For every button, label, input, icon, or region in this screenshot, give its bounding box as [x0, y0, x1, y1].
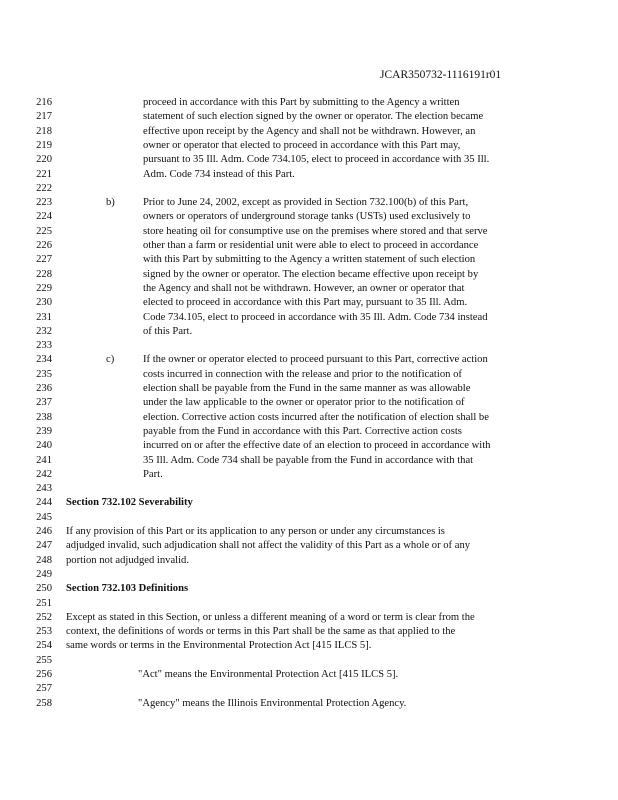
- line-number: 222: [36, 182, 52, 194]
- line-number: 219: [36, 139, 52, 151]
- document-line: [0, 654, 618, 668]
- line-number: 229: [36, 282, 52, 294]
- document-line: [0, 611, 618, 625]
- document-line: [0, 225, 618, 239]
- line-text: proceed in accordance with this Part by submitting to the Agency a written: [143, 97, 460, 108]
- line-number: 224: [36, 211, 52, 223]
- line-text: Code 734.105, elect to proceed in accordance with 35 Ill. Adm. Code 734 instead: [143, 311, 488, 323]
- line-text: 35 Ill. Adm. Code 734 shall be payable from the Fund in accordance with that: [143, 454, 474, 466]
- section-heading: Section 732.102 Severability: [66, 497, 193, 509]
- line-number: 244: [36, 497, 52, 509]
- line-number: 228: [36, 268, 52, 280]
- document-line: [0, 411, 618, 425]
- document-line: [0, 625, 618, 639]
- line-text: If any provision of this Part or its application to any person or under any circumstances is: [66, 526, 445, 537]
- document-line: [0, 482, 618, 496]
- line-text: context, the definitions of words or terms in this Part shall be the same as that applied to the: [66, 626, 456, 638]
- document-line: [0, 639, 618, 653]
- line-number: 241: [36, 454, 52, 466]
- document-line: [0, 439, 618, 453]
- document-line: [0, 325, 618, 339]
- line-number: 235: [36, 368, 52, 380]
- document-line: [0, 296, 618, 310]
- line-text: Prior to June 24, 2002, except as provided in Section 732.100(b) of this Part,: [143, 197, 469, 209]
- line-text: elected to proceed in accordance with this Part may, pursuant to 35 Ill. Adm.: [143, 297, 468, 309]
- document-line: [0, 239, 618, 253]
- line-number: 248: [36, 554, 52, 566]
- document-line: [0, 339, 618, 353]
- line-number: 239: [36, 425, 52, 437]
- document-line: [0, 554, 618, 568]
- line-number: 233: [36, 340, 52, 352]
- line-text: Part.: [143, 468, 163, 480]
- line-text: adjudged invalid, such adjudication shall not affect the validity of this Part as a whole or of any: [66, 540, 471, 552]
- line-number: 217: [36, 111, 52, 123]
- line-text: election shall be payable from the Fund in the same manner as was allowable: [143, 383, 471, 394]
- line-number: 230: [36, 297, 52, 309]
- line-text: store heating oil for consumptive use on the premises where stored and that serve: [143, 225, 488, 237]
- line-text: statement of such election signed by the owner or operator. The election became: [143, 111, 484, 123]
- line-number: 253: [36, 626, 52, 638]
- document-line: [0, 668, 618, 682]
- document-line: [0, 268, 618, 282]
- line-number: 242: [36, 468, 52, 480]
- line-number: 234: [36, 354, 52, 366]
- document-line: [0, 253, 618, 267]
- document-line: [0, 110, 618, 124]
- document-line: [0, 425, 618, 439]
- line-number: 220: [36, 154, 52, 166]
- line-number: 251: [36, 597, 52, 609]
- line-number: 218: [36, 125, 52, 137]
- document-line: [0, 682, 618, 696]
- line-text: signed by the owner or operator. The election became effective upon receipt by: [143, 268, 479, 280]
- line-number: 257: [36, 683, 52, 695]
- line-text: incurred on or after the effective date of an election to proceed in accordance with: [143, 440, 491, 452]
- line-text: Except as stated in this Section, or unless a different meaning of a word or term is clear from the: [66, 611, 475, 623]
- document-line: [0, 382, 618, 396]
- document-line: [0, 511, 618, 525]
- document-line: [0, 210, 618, 224]
- document-line: [0, 153, 618, 167]
- line-number: 240: [36, 440, 52, 452]
- line-text: same words or terms in the Environmental Protection Act [415 ILCS 5].: [66, 640, 372, 652]
- document-line: [0, 396, 618, 410]
- line-text: pursuant to 35 Ill. Adm. Code 734.105, elect to proceed in accordance with 35 Ill.: [143, 154, 490, 166]
- line-number: 247: [36, 540, 52, 552]
- line-number: 249: [36, 568, 52, 580]
- line-text: under the law applicable to the owner or operator prior to the notification of: [143, 397, 465, 409]
- line-number: 254: [36, 640, 52, 652]
- line-number: 252: [36, 611, 52, 623]
- line-text: owner or operator that elected to proceed in accordance with this Part may,: [143, 139, 461, 151]
- document-line: [0, 539, 618, 553]
- line-number: 250: [36, 583, 52, 595]
- line-number: 258: [36, 697, 52, 709]
- line-text: other than a farm or residential unit were able to elect to proceed in accordance: [143, 240, 479, 251]
- line-text: costs incurred in connection with the release and prior to the notification of: [143, 368, 462, 380]
- document-line: [0, 496, 618, 510]
- document-line: [0, 368, 618, 382]
- document-line: [0, 454, 618, 468]
- line-text: payable from the Fund in accordance with this Part. Corrective action costs: [143, 425, 462, 437]
- document-line: [0, 311, 618, 325]
- document-line: [0, 125, 618, 139]
- line-text: portion not adjudged invalid.: [66, 554, 189, 566]
- line-number: 255: [36, 654, 52, 666]
- line-text: Adm. Code 734 instead of this Part.: [143, 168, 295, 180]
- document-line: [0, 597, 618, 611]
- document-line: [0, 525, 618, 539]
- line-number: 243: [36, 483, 52, 495]
- document-line: [0, 568, 618, 582]
- line-text: "Agency" means the Illinois Environmental Protection Agency.: [138, 697, 407, 709]
- document-line: [0, 182, 618, 196]
- document-line: [0, 196, 618, 210]
- line-text: If the owner or operator elected to proceed pursuant to this Part, corrective action: [143, 354, 488, 366]
- line-text: the Agency and shall not be withdrawn. However, an owner or operator that: [143, 282, 465, 294]
- document-line: [0, 697, 618, 711]
- document-id: JCAR350732-1116191r01: [380, 69, 502, 81]
- line-number: 216: [36, 97, 52, 108]
- line-number: 221: [36, 168, 52, 180]
- line-number: 245: [36, 511, 52, 523]
- document-line: [0, 96, 618, 110]
- line-text: "Act" means the Environmental Protection Act [415 ILCS 5].: [138, 669, 399, 680]
- document-line: [0, 582, 618, 596]
- document-line: [0, 282, 618, 296]
- line-number: 227: [36, 254, 52, 266]
- document-line: [0, 468, 618, 482]
- line-number: 237: [36, 397, 52, 409]
- line-number: 246: [36, 526, 52, 537]
- document-line: [0, 353, 618, 367]
- line-text: with this Part by submitting to the Agency a written statement of such election: [143, 254, 476, 266]
- line-text: of this Part.: [143, 325, 193, 337]
- line-text: effective upon receipt by the Agency and shall not be withdrawn. However, an: [143, 125, 476, 137]
- line-number: 231: [36, 311, 52, 323]
- line-number: 232: [36, 325, 52, 337]
- line-number: 256: [36, 669, 52, 680]
- document-line: [0, 139, 618, 153]
- subsection-label: b): [106, 197, 115, 209]
- line-number: 236: [36, 383, 52, 394]
- subsection-label: c): [106, 354, 115, 366]
- line-text: owners or operators of underground storage tanks (USTs) used exclusively to: [143, 211, 471, 223]
- section-heading: Section 732.103 Definitions: [66, 583, 189, 595]
- line-text: election. Corrective action costs incurred after the notification of election shall be: [143, 411, 489, 423]
- line-number: 223: [36, 197, 52, 209]
- document-line: [0, 168, 618, 182]
- line-number: 225: [36, 225, 52, 237]
- line-number: 226: [36, 240, 52, 251]
- line-number: 238: [36, 411, 52, 423]
